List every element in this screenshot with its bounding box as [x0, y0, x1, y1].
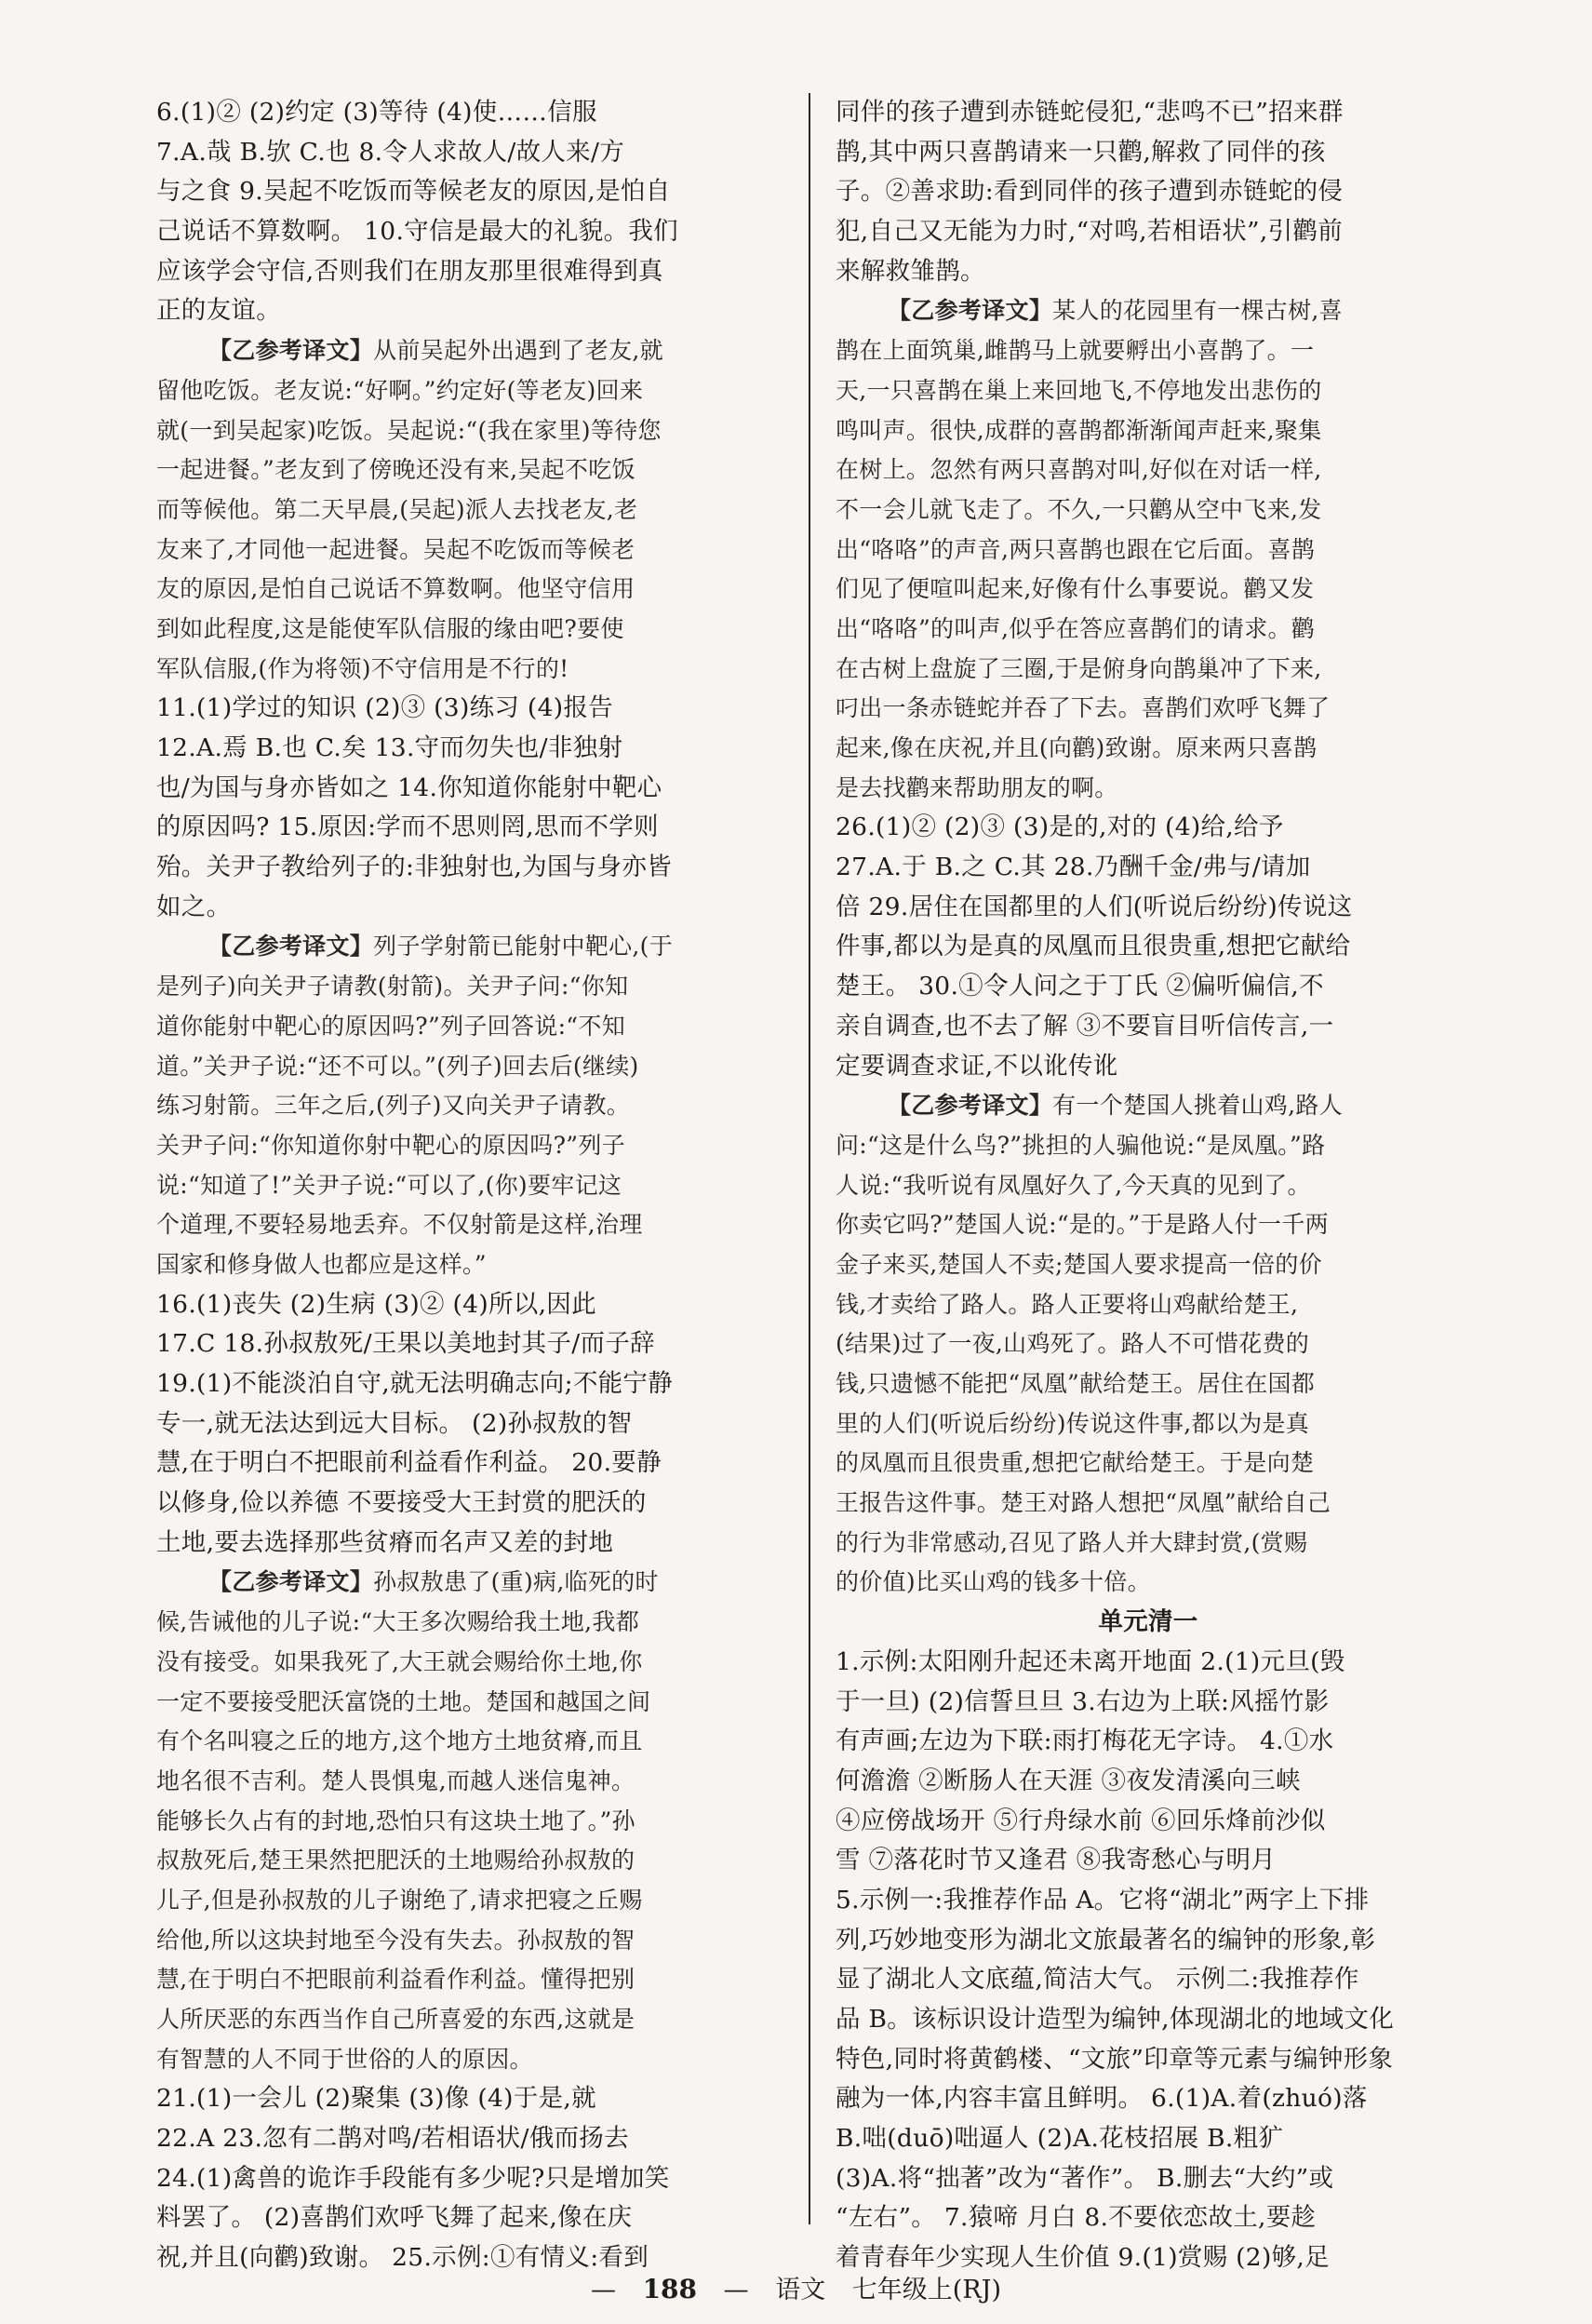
line-text: 的价值)比买山鸡的钱多十倍。 [836, 1568, 1151, 1596]
text-line [156, 93, 782, 133]
text-line [156, 2159, 782, 2199]
column-divider [809, 93, 810, 2224]
line-text: 关尹子问:“你知道你射中靶心的原因吗?”列子 [156, 1131, 625, 1159]
line-text: 友的原因,是怕自己说话不算数啊。他坚守信用 [156, 575, 635, 603]
line-text: 品 B。该标识设计造型为编钟,体现湖北的地域文化 [836, 2005, 1395, 2034]
line-text: 11.(1)学过的知识 (2)③ (3)练习 (4)报告 [156, 693, 613, 723]
line-text: 钱,才卖给了路人。路人正要将山鸡献给楚王, [836, 1290, 1299, 1318]
text-line [156, 1683, 782, 1723]
text-line [156, 1086, 782, 1126]
text-line [156, 490, 782, 531]
line-text: 同伴的孩子遭到赤链蛇侵犯,“悲鸣不已”招来群 [836, 98, 1344, 127]
text-line [836, 450, 1461, 490]
text-line [156, 1762, 782, 1802]
translation-tag: 【乙参考译文】 [208, 933, 374, 960]
line-text: 一定不要接受肥沃富饶的土地。楚国和越国之间 [156, 1687, 651, 1715]
text-line [836, 2159, 1461, 2199]
line-text: 殆。关尹子教给列子的:非独射也,为国与身亦皆 [156, 853, 672, 882]
line-text: 与之食 9.吴起不吃饭而等候老友的原因,是怕自 [156, 177, 671, 207]
line-text: 楚王。 30.①令人问之于丁氏 ②偏听偏信,不 [836, 972, 1324, 1001]
text-line [836, 808, 1461, 848]
text-line [156, 531, 782, 571]
text-line [156, 371, 782, 411]
line-text: 于一旦) (2)信誓旦旦 3.右边为上联:风摇竹影 [836, 1686, 1330, 1716]
text-line [156, 1921, 782, 1961]
text-line [836, 2000, 1461, 2040]
text-line [836, 2040, 1461, 2080]
text-line [836, 1364, 1461, 1404]
text-line [836, 1166, 1461, 1206]
line-text: 19.(1)不能淡泊自守,就无法明确志向;不能宁静 [156, 1369, 674, 1398]
line-text: 单元清一 [1098, 1607, 1198, 1637]
line-text: 地名很不吉利。楚人畏惧鬼,而越人迷信鬼神。 [156, 1767, 635, 1794]
text-line [156, 808, 782, 848]
section-title [836, 1603, 1461, 1643]
line-text: 也/为国与身亦皆如之 14.你知道你能射中靶心 [156, 772, 662, 802]
text-line [836, 1762, 1461, 1802]
text-line [156, 1603, 782, 1643]
line-text: 慧,在于明白不把眼前利益看作利益。懂得把别 [156, 1966, 635, 1994]
text-line [836, 291, 1461, 331]
text-line [156, 450, 782, 490]
line-text: 就(一到吴起家)吃饭。吴起说:“(我在家里)等待您 [156, 416, 662, 444]
line-text: 鹊,其中两只喜鹊请来一只鹳,解救了同伴的孩 [836, 137, 1326, 167]
translation-tag: 【乙参考译文】 [208, 337, 374, 365]
line-text: 天,一只喜鹊在巢上来回地飞,不停地发出悲伤的 [836, 376, 1322, 404]
line-text: 鸣叫声。很快,成群的喜鹊都渐渐闻声赶来,聚集 [836, 416, 1322, 444]
line-text: 说:“知道了!”关尹子说:“可以了,(你)要牢记这 [156, 1171, 622, 1199]
grade-label: 七年级上(RJ) [851, 2276, 1002, 2304]
line-text: 22.A 23.忽有二鹊对鸣/若相语状/俄而扬去 [156, 2124, 629, 2154]
line-text: 慧,在于明白不把眼前利益看作利益。 20.要静 [156, 1448, 662, 1478]
line-text: 是去找鹳来帮助朋友的啊。 [836, 773, 1118, 801]
line-text: 儿子,但是孙叔敖的儿子谢绝了,请求把寝之丘赐 [156, 1886, 643, 1914]
line-text: 叼出一条赤链蛇并吞了下去。喜鹊们欢呼飞舞了 [836, 694, 1331, 722]
line-text: 起来,像在庆祝,并且(向鹳)致谢。原来两只喜鹊 [836, 734, 1318, 761]
text-line [836, 1205, 1461, 1245]
text-line [156, 1841, 782, 1881]
line-text: 里的人们(听说后纷纷)传说这件事,都以为是真 [836, 1409, 1310, 1437]
text-line [836, 1802, 1461, 1842]
text-line [156, 2198, 782, 2238]
line-text: 你卖它吗?”楚国人说:“是的。”于是路人付一千两 [836, 1211, 1329, 1239]
text-line [836, 490, 1461, 531]
page-number: 188 [642, 2274, 698, 2304]
right-column [836, 93, 1461, 2278]
text-line [836, 769, 1461, 809]
text-line [836, 172, 1461, 212]
line-text: 6.(1)② (2)约定 (3)等待 (4)使……信服 [156, 98, 597, 127]
text-line [156, 689, 782, 729]
line-text: 犯,自己又无能为力时,“对鸣,若相语状”,引鹳前 [836, 217, 1343, 247]
line-text: 从前吴起外出遇到了老友,就 [373, 337, 663, 365]
text-line [836, 1722, 1461, 1762]
line-text: 叔敖死后,楚王果然把肥沃的土地赐给孙叔敖的 [156, 1847, 635, 1874]
text-line [836, 93, 1461, 133]
text-line [836, 531, 1461, 571]
text-line [836, 1563, 1461, 1603]
line-text: 有声画;左边为下联:雨打梅花无字诗。 4.①水 [836, 1726, 1334, 1756]
line-text: 而等候他。第二天早晨,(吴起)派人去找老友,老 [156, 495, 638, 523]
text-line [836, 331, 1461, 371]
line-text: 亲自调查,也不去了解 ③不要盲目听信传言,一 [836, 1011, 1334, 1041]
text-line [156, 848, 782, 888]
line-text: 出“咯咯”的声音,两只喜鹊也跟在它后面。喜鹊 [836, 535, 1316, 563]
text-line [836, 2079, 1461, 2119]
text-line [156, 967, 782, 1007]
line-text: 候,告诫他的儿子说:“大王多次赐给我土地,我都 [156, 1608, 639, 1636]
line-text: “左右”。 7.猿啼 月白 8.不要依恋故土,要趁 [836, 2203, 1317, 2233]
line-text: 留他吃饭。老友说:“好啊。”约定好(等老友)回来 [156, 376, 644, 404]
line-text: 融为一体,内容丰富且鲜明。 6.(1)A.着(zhuó)落 [836, 2084, 1368, 2114]
line-text: 在树上。忽然有两只喜鹊对叫,好似在对话一样, [836, 456, 1322, 484]
line-text: 金子来买,楚国人不卖;楚国人要求提高一倍的价 [836, 1250, 1322, 1278]
text-line [156, 2000, 782, 2040]
footer-dash-right: — [723, 2276, 749, 2304]
line-text: 正的友谊。 [156, 296, 281, 326]
text-line [156, 570, 782, 610]
line-text: 人所厌恶的东西当作自己所喜爱的东西,这就是 [156, 2006, 635, 2033]
subject-label: 语文 [775, 2276, 826, 2304]
text-line [836, 1007, 1461, 1047]
line-text: ④应傍战场开 ⑤行舟绿水前 ⑥回乐烽前沙似 [836, 1806, 1326, 1835]
text-line [156, 729, 782, 769]
text-line [156, 1205, 782, 1245]
translation-tag: 【乙参考译文】 [888, 1092, 1053, 1120]
line-text: 的凤凰而且很贵重,想把它献给楚王。于是向楚 [836, 1449, 1315, 1477]
line-text: (结果)过了一夜,山鸡死了。路人不可惜花费的 [836, 1330, 1310, 1358]
line-text: 国家和修身做人也都应是这样。” [156, 1250, 487, 1278]
line-text: 定要调查求证,不以讹传讹 [836, 1051, 1118, 1081]
text-line [156, 331, 782, 371]
text-line [156, 1881, 782, 1921]
text-line [836, 1524, 1461, 1564]
text-line [836, 411, 1461, 451]
line-text: 是列子)向关尹子请教(射箭)。关尹子问:“你知 [156, 973, 629, 1001]
line-text: 到如此程度,这是能使军队信服的缘由吧?要使 [156, 614, 624, 642]
text-line [836, 371, 1461, 411]
line-text: 专一,就无法达到远大目标。 (2)孙叔敖的智 [156, 1408, 633, 1438]
line-text: 没有接受。如果我死了,大王就会赐给你土地,你 [156, 1647, 643, 1675]
text-line [836, 1444, 1461, 1484]
text-line [836, 927, 1461, 967]
text-line [156, 1364, 782, 1404]
text-line [156, 1166, 782, 1206]
text-line [156, 252, 782, 292]
text-line [156, 1484, 782, 1524]
text-line [836, 1086, 1461, 1126]
text-line [156, 1802, 782, 1842]
translation-tag: 【乙参考译文】 [888, 297, 1053, 325]
text-line [836, 848, 1461, 888]
line-text: 给他,所以这块封地至今没有失去。孙叔敖的智 [156, 1926, 635, 1954]
line-text: 应该学会守信,否则我们在朋友那里很难得到真 [156, 256, 663, 286]
text-line [836, 1126, 1461, 1166]
text-line [836, 1921, 1461, 1961]
text-line [156, 927, 782, 967]
line-text: 在古树上盘旋了三圈,于是俯身向鹊巢冲了下来, [836, 654, 1322, 682]
line-text: 有个名叫寝之丘的地方,这个地方土地贫瘠,而且 [156, 1727, 643, 1755]
text-line [156, 1444, 782, 1484]
text-line [156, 1404, 782, 1444]
line-text: 个道理,不要轻易地丢弃。不仅射箭是这样,治理 [156, 1211, 643, 1239]
text-line [836, 252, 1461, 292]
line-text: 能够长久占有的封地,恐怕只有这块土地了。”孙 [156, 1807, 635, 1834]
text-line [156, 2079, 782, 2119]
text-line [836, 650, 1461, 690]
line-text: 如之。 [156, 892, 232, 921]
line-text: 27.A.于 B.之 C.其 28.乃酬千金/弗与/请加 [836, 853, 1311, 882]
line-text: 子。②善求助:看到同伴的孩子遭到赤链蛇的侵 [836, 177, 1344, 207]
line-text: 祝,并且(向鹳)致谢。 25.示例:①有情义:看到 [156, 2243, 649, 2273]
left-column [156, 93, 782, 2278]
text-line [836, 133, 1461, 173]
text-line [156, 172, 782, 212]
line-text: 件事,都以为是真的凤凰而且很贵重,想把它献给 [836, 932, 1351, 961]
text-line [156, 610, 782, 650]
line-text: 们见了便喧叫起来,好像有什么事要说。鹳又发 [836, 575, 1315, 603]
line-text: 倍 29.居住在国都里的人们(听说后纷纷)传说这 [836, 892, 1353, 921]
text-line [156, 2119, 782, 2159]
text-line [836, 1324, 1461, 1364]
translation-tag: 【乙参考译文】 [208, 1568, 374, 1596]
line-text: 何澹澹 ②断肠人在天涯 ③夜发清溪向三峡 [836, 1766, 1301, 1795]
line-text: 有智慧的人不同于世俗的人的原因。 [156, 2045, 533, 2073]
line-text: 显了湖北人文底蕴,简洁大气。 示例二:我推荐作 [836, 1965, 1359, 1995]
footer-dash-left: — [590, 2276, 616, 2304]
line-text: 人说:“我听说有凤凰好久了,今天真的见到了。 [836, 1171, 1311, 1199]
line-text: 12.A.焉 B.也 C.矣 13.守而勿失也/非独射 [156, 733, 623, 762]
line-text: 列子学射箭已能射中靶心,(于 [373, 933, 674, 960]
line-text: 有一个楚国人挑着山鸡,路人 [1052, 1092, 1343, 1120]
line-text: 一起进餐。”老友到了傍晚还没有来,吴起不吃饭 [156, 456, 635, 484]
line-text: 出“咯咯”的叫声,似乎在答应喜鹊们的请求。鹳 [836, 614, 1316, 642]
text-line [156, 1126, 782, 1166]
line-text: 的原因吗? 15.原因:学而不思则罔,思而不学则 [156, 813, 659, 842]
page-footer [0, 2269, 1592, 2305]
text-line [836, 610, 1461, 650]
line-text: 孙叔敖患了(重)病,临死的时 [373, 1568, 659, 1596]
line-text: 21.(1)一会儿 (2)聚集 (3)像 (4)于是,就 [156, 2084, 596, 2114]
text-line [836, 2198, 1461, 2238]
text-line [156, 888, 782, 928]
text-line [156, 1960, 782, 2000]
text-line [836, 1285, 1461, 1325]
text-line [836, 1881, 1461, 1921]
line-text: B.咄(duō)咄逼人 (2)A.花枝招展 B.粗犷 [836, 2124, 1284, 2154]
line-text: 钱,只遗憾不能把“凤凰”献给楚王。居住在国都 [836, 1370, 1316, 1397]
line-text: 料罢了。 (2)喜鹊们欢呼飞舞了起来,像在庆 [156, 2203, 633, 2233]
text-line [156, 1324, 782, 1364]
line-text: 17.C 18.孙叔敖死/王果以美地封其子/而子辞 [156, 1329, 655, 1359]
text-line [156, 411, 782, 451]
line-text: 26.(1)② (2)③ (3)是的,对的 (4)给,给予 [836, 813, 1284, 842]
text-line [156, 212, 782, 252]
text-line [156, 1007, 782, 1047]
line-text: 的行为非常感动,召见了路人并大肆封赏,(赏赐 [836, 1528, 1308, 1556]
text-line [836, 729, 1461, 769]
text-line [156, 1643, 782, 1683]
text-line [156, 1245, 782, 1285]
text-line [836, 2119, 1461, 2159]
text-line [156, 650, 782, 690]
text-line [836, 1841, 1461, 1881]
line-text: 24.(1)禽兽的诡诈手段能有多少呢?只是增加笑 [156, 2163, 670, 2193]
text-line [836, 967, 1461, 1007]
text-line [156, 1285, 782, 1325]
text-line [836, 689, 1461, 729]
text-line [836, 570, 1461, 610]
line-text: 己说话不算数啊。 10.守信是最大的礼貌。我们 [156, 217, 678, 247]
line-text: 道你能射中靶心的原因吗?”列子回答说:“不知 [156, 1012, 625, 1040]
line-text: 特色,同时将黄鹤楼、“文旅”印章等元素与编钟形象 [836, 2044, 1394, 2074]
text-line [836, 1047, 1461, 1087]
text-line [156, 1563, 782, 1603]
line-text: 16.(1)丧失 (2)生病 (3)② (4)所以,因此 [156, 1289, 596, 1319]
text-line [156, 2040, 782, 2080]
text-line [836, 1683, 1461, 1723]
text-line [156, 1047, 782, 1087]
line-text: 某人的花园里有一棵古树,喜 [1052, 297, 1343, 325]
line-text: 练习射箭。三年之后,(列子)又向关尹子请教。 [156, 1092, 631, 1120]
line-text: 着青春年少实现人生价值 9.(1)赏赐 (2)够,足 [836, 2243, 1330, 2273]
line-text: 道。”关尹子说:“还不可以。”(列子)回去后(继续) [156, 1052, 639, 1080]
line-text: 土地,要去选择那些贫瘠而名声又差的封地 [156, 1527, 614, 1557]
line-text: 问:“这是什么鸟?”挑担的人骗他说:“是凤凰。”路 [836, 1131, 1326, 1159]
text-line [836, 1643, 1461, 1683]
text-line [156, 769, 782, 809]
text-line [156, 1524, 782, 1564]
text-line [836, 888, 1461, 928]
text-line [156, 291, 782, 331]
text-line [836, 1484, 1461, 1524]
line-text: 1.示例:太阳刚升起还未离开地面 2.(1)元旦(毁 [836, 1646, 1345, 1676]
line-text: 友来了,才同他一起进餐。吴起不吃饭而等候老 [156, 535, 635, 563]
line-text: 鹊在上面筑巢,雌鹊马上就要孵出小喜鹊了。一 [836, 337, 1315, 365]
line-text: 军队信服,(作为将领)不守信用是不行的! [156, 654, 569, 682]
line-text: 雪 ⑦落花时节又逢君 ⑧我寄愁心与明月 [836, 1846, 1277, 1875]
text-line [836, 1960, 1461, 2000]
line-text: 以修身,俭以养德 不要接受大王封赏的肥沃的 [156, 1488, 647, 1518]
line-text: 5.示例一:我推荐作品 A。它将“湖北”两字上下排 [836, 1885, 1370, 1914]
line-text: 列,巧妙地变形为湖北文旅最著名的编钟的形象,彰 [836, 1925, 1376, 1955]
text-line [156, 133, 782, 173]
text-line [156, 1722, 782, 1762]
line-text: 7.A.哉 B.欤 C.也 8.令人求故人/故人来/方 [156, 137, 625, 167]
text-line [836, 1245, 1461, 1285]
line-text: 不一会儿就飞走了。不久,一只鹳从空中飞来,发 [836, 495, 1322, 523]
line-text: (3)A.将“拙著”改为“著作”。 B.删去“大约”或 [836, 2163, 1334, 2193]
text-line [836, 212, 1461, 252]
text-line [836, 1404, 1461, 1444]
line-text: 王报告这件事。楚王对路人想把“凤凰”献给自己 [836, 1489, 1331, 1517]
line-text: 来解救雏鹊。 [836, 256, 985, 286]
